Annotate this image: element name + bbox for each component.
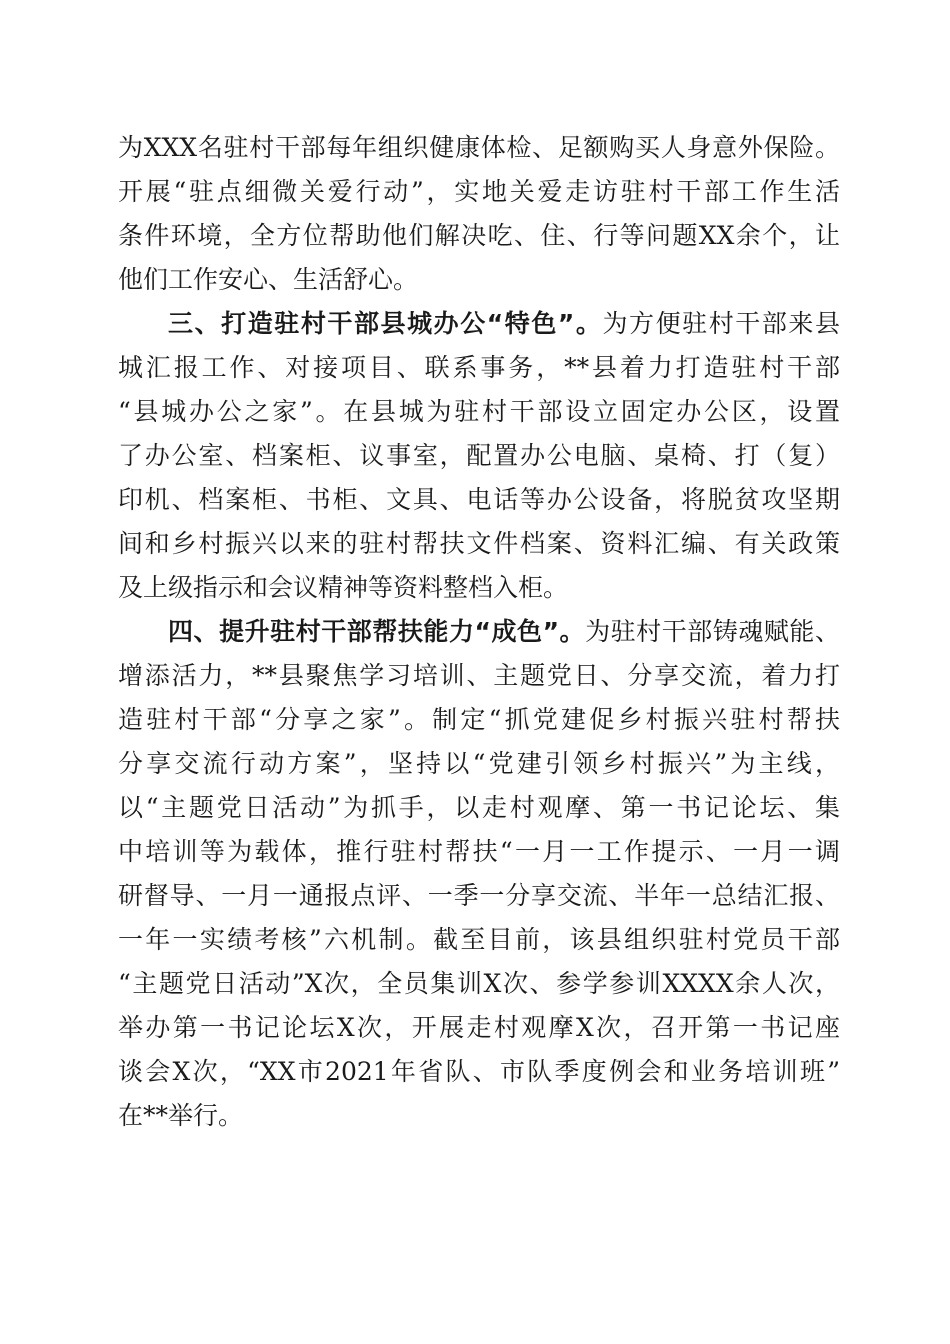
text-line: “县城办公之家”。在县城为驻村干部设立固定办公区，设置 (118, 397, 840, 426)
paragraph-section-3 (118, 302, 840, 610)
text-line: 举办第一书记论坛X次，开展走村观摩X次，召开第一书记座 (118, 1013, 840, 1042)
text-line: “主题党日活动”X次，全员集训X次、参学参训XXXX余人次， (118, 969, 840, 998)
text-line: 造驻村干部“分享之家”。制定“抓党建促乡村振兴驻村帮扶 (118, 705, 840, 734)
text-line: 为XXX名驻村干部每年组织健康体检、足额购买人身意外保险。 (118, 133, 840, 162)
text-line (118, 302, 840, 346)
paragraph-care (118, 126, 840, 302)
text-line (118, 610, 840, 654)
text-line: 及上级指示和会议精神等资料整档入柜。 (118, 573, 569, 602)
section-heading: 四、提升驻村干部帮扶能力“成色”。 (168, 617, 586, 646)
text-line: 一年一实绩考核”六机制。截至目前，该县组织驻村党员干部 (118, 925, 840, 954)
section-first-line-text: 为驻村干部铸魂赋能、 (585, 617, 840, 646)
document-body (118, 126, 840, 1138)
text-line: 谈会X次，“XX市2021年省队、市队季度例会和业务培训班” (118, 1057, 840, 1086)
text-line: 在**举行。 (118, 1101, 244, 1130)
text-line: 他们工作安心、生活舒心。 (118, 265, 419, 294)
paragraph-section-4 (118, 610, 840, 1138)
section-first-line-text: 为方便驻村干部来县 (602, 309, 840, 338)
text-line: 开展“驻点细微关爱行动”，实地关爱走访驻村干部工作生活 (118, 177, 840, 206)
text-line: 增添活力，**县聚焦学习培训、主题党日、分享交流，着力打 (118, 661, 840, 690)
text-line: 印机、档案柜、书柜、文具、电话等办公设备，将脱贫攻坚期 (118, 485, 840, 514)
text-line: 条件环境，全方位帮助他们解决吃、住、行等问题XX余个，让 (118, 221, 840, 250)
text-line: 研督导、一月一通报点评、一季一分享交流、半年一总结汇报、 (118, 881, 840, 910)
text-line: 以“主题党日活动”为抓手，以走村观摩、第一书记论坛、集 (118, 793, 840, 822)
text-line: 了办公室、档案柜、议事室，配置办公电脑、桌椅、打（复） (118, 441, 840, 470)
text-line: 城汇报工作、对接项目、联系事务，**县着力打造驻村干部 (118, 353, 840, 382)
section-heading: 三、打造驻村干部县城办公“特色”。 (168, 309, 603, 338)
text-line: 中培训等为载体，推行驻村帮扶“一月一工作提示、一月一调 (118, 837, 840, 866)
text-line: 分享交流行动方案”，坚持以“党建引领乡村振兴”为主线， (118, 749, 840, 778)
text-line: 间和乡村振兴以来的驻村帮扶文件档案、资料汇编、有关政策 (118, 529, 840, 558)
